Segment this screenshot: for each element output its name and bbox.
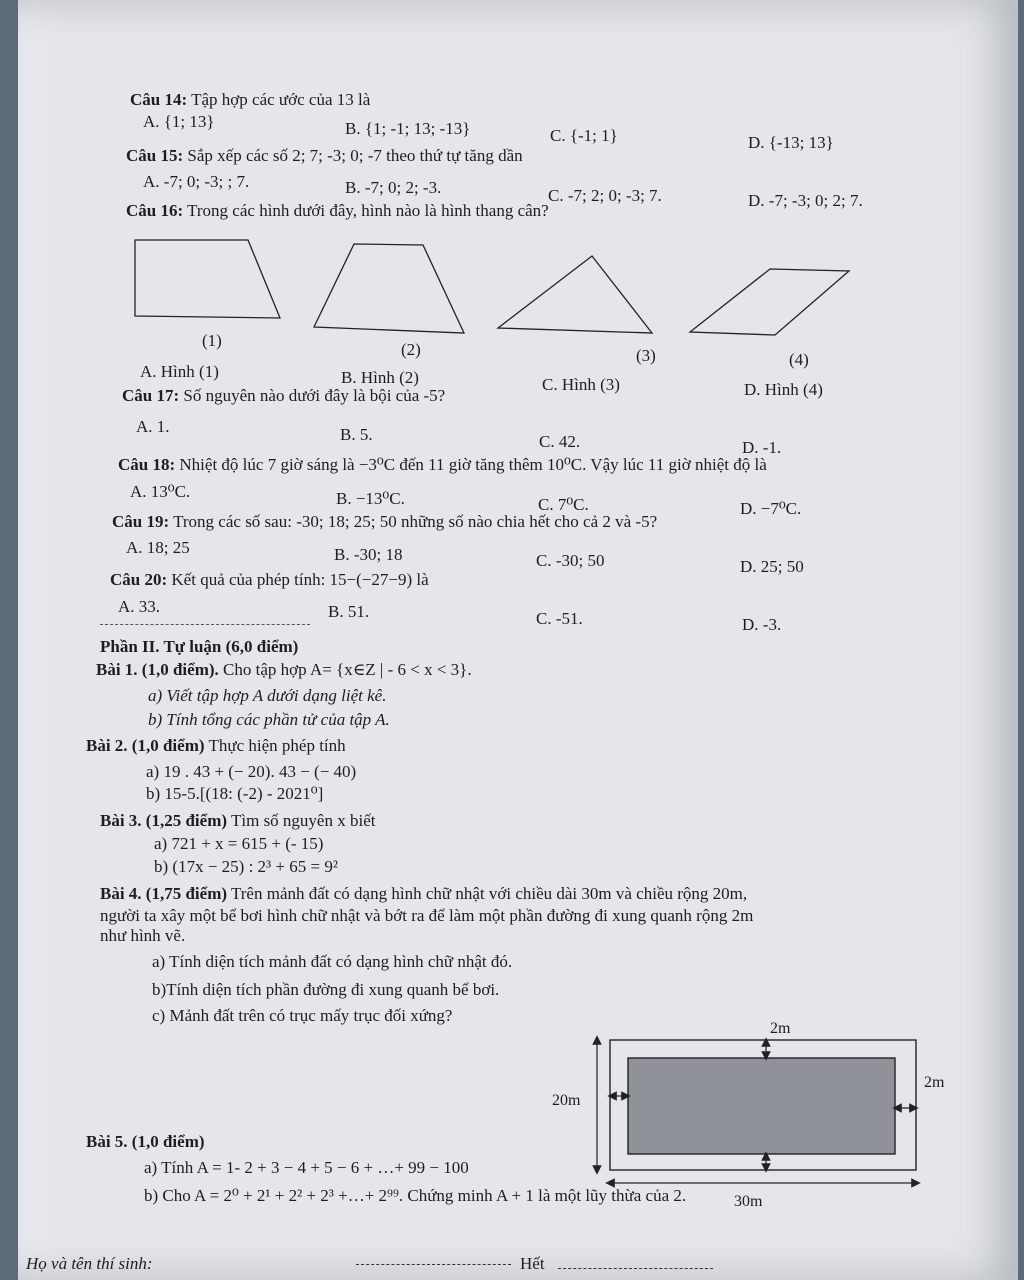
q17-option-c: C. 42. bbox=[539, 432, 581, 451]
part2-title: Phần II. Tự luận (6,0 điểm) bbox=[100, 637, 299, 656]
dim-right-label: 2m bbox=[924, 1074, 945, 1091]
q20-option-d: D. -3. bbox=[742, 615, 782, 634]
q16-option-a: A. Hình (1) bbox=[140, 362, 219, 381]
end-dash-left bbox=[356, 1264, 511, 1265]
bai4-line2: người ta xây một bể bơi hình chữ nhật và bớt ra để làm một phần đường đi xung quanh rộng 2m bbox=[100, 906, 754, 925]
bai3-part-a: a) 721 + x = 615 + (- 15) bbox=[154, 834, 324, 853]
bai5-part-a: a) Tính A = 1- 2 + 3 − 4 + 5 − 6 + …+ 99 − 100 bbox=[144, 1158, 469, 1177]
dim-height-label: 20m bbox=[552, 1092, 581, 1109]
bai4-line3: như hình vẽ. bbox=[100, 926, 186, 945]
q14-option-b: B. {1; -1; 13; -13} bbox=[345, 119, 471, 138]
q15-option-b: B. -7; 0; 2; -3. bbox=[345, 178, 442, 197]
shape-2-label: (2) bbox=[401, 340, 421, 359]
bai5-part-b: b) Cho A = 2⁰ + 2¹ + 2² + 2³ +…+ 2⁹⁹. Chứng minh A + 1 là một lũy thừa của 2. bbox=[144, 1186, 687, 1205]
bai3-statement: Bài 3. (1,25 điểm) Tìm số nguyên x biết bbox=[100, 811, 376, 830]
end-marker: Hết bbox=[520, 1254, 545, 1273]
candidate-name-label: Họ và tên thí sinh: bbox=[26, 1254, 153, 1273]
q18-option-d: D. −7⁰C. bbox=[740, 499, 802, 518]
q20-option-b: B. 51. bbox=[328, 602, 370, 621]
bai4-statement: Bài 4. (1,75 điểm) Trên mảnh đất có dạng hình chữ nhật với chiều dài 30m và chiều rộng 20m, bbox=[100, 884, 748, 903]
bai4-part-b: b)Tính diện tích phần đường đi xung quanh bể bơi. bbox=[152, 980, 500, 999]
question-16: Câu 16: Trong các hình dưới đây, hình nào là hình thang cân? bbox=[126, 201, 549, 220]
bai1-part-b: b) Tính tổng các phần tử của tập A. bbox=[148, 710, 390, 729]
pool-rectangle bbox=[628, 1058, 895, 1154]
exam-paper bbox=[18, 0, 1018, 1280]
q19-option-a: A. 18; 25 bbox=[126, 538, 190, 557]
q15-option-c: C. -7; 2; 0; -3; 7. bbox=[548, 186, 662, 205]
question-15: Câu 15: Sắp xếp các số 2; 7; -3; 0; -7 theo thứ tự tăng dần bbox=[126, 146, 523, 165]
q16-option-d: D. Hình (4) bbox=[744, 380, 823, 399]
q18-option-a: A. 13⁰C. bbox=[130, 482, 191, 501]
q19-option-c: C. -30; 50 bbox=[536, 551, 605, 570]
question-19: Câu 19: Trong các số sau: -30; 18; 25; 50 những số nào chia hết cho cả 2 và -5? bbox=[112, 512, 658, 531]
q17-option-a: A. 1. bbox=[136, 417, 170, 436]
q15-option-d: D. -7; -3; 0; 2; 7. bbox=[748, 191, 863, 210]
end-dash-right bbox=[558, 1268, 713, 1269]
q14-option-a: A. {1; 13} bbox=[143, 112, 215, 131]
bai1-part-a: a) Viết tập hợp A dưới dạng liệt kê. bbox=[148, 686, 387, 705]
bai2-part-b: b) 15-5.[(18: (-2) - 2021⁰] bbox=[146, 784, 324, 803]
question-14: Câu 14: Tập hợp các ước của 13 là bbox=[130, 90, 371, 109]
bai2-statement: Bài 2. (1,0 điểm) Thực hiện phép tính bbox=[86, 736, 346, 755]
bai3-part-b: b) (17x − 25) : 2³ + 65 = 9² bbox=[154, 857, 338, 876]
q16-option-c: C. Hình (3) bbox=[542, 375, 620, 394]
bai5-statement: Bài 5. (1,0 điểm) bbox=[86, 1132, 205, 1151]
question-20: Câu 20: Kết quả của phép tính: 15−(−27−9) là bbox=[110, 570, 429, 589]
q19-option-d: D. 25; 50 bbox=[740, 557, 804, 576]
bai4-part-c: c) Mảnh đất trên có trục mấy trục đối xứng? bbox=[152, 1006, 453, 1025]
bai1-statement: Bài 1. (1,0 điểm). Cho tập hợp A= {x∈Z | - 6 < x < 3}. bbox=[96, 660, 472, 679]
pool-diagram bbox=[18, 0, 1018, 1240]
q14-option-c: C. {-1; 1} bbox=[550, 126, 618, 145]
question-17: Câu 17: Số nguyên nào dưới đây là bội của -5? bbox=[122, 386, 446, 405]
q17-option-b: B. 5. bbox=[340, 425, 373, 444]
q18-option-b: B. −13⁰C. bbox=[336, 489, 405, 508]
dim-top-label: 2m bbox=[770, 1020, 791, 1037]
q20-option-c: C. -51. bbox=[536, 609, 583, 628]
q19-option-b: B. -30; 18 bbox=[334, 545, 403, 564]
q16-option-b: B. Hình (2) bbox=[341, 368, 419, 387]
shape-1-label: (1) bbox=[202, 331, 222, 350]
q17-option-d: D. -1. bbox=[742, 438, 782, 457]
dim-width-label: 30m bbox=[734, 1193, 763, 1210]
q18-option-c: C. 7⁰C. bbox=[538, 495, 589, 514]
q15-option-a: A. -7; 0; -3; ; 7. bbox=[143, 172, 250, 191]
shape-3-label: (3) bbox=[636, 346, 656, 365]
question-18: Câu 18: Nhiệt độ lúc 7 giờ sáng là −3⁰C đến 11 giờ tăng thêm 10⁰C. Vậy lúc 11 giờ nhiệt độ là bbox=[118, 455, 767, 474]
shape-4-label: (4) bbox=[789, 350, 809, 369]
bai4-part-a: a) Tính diện tích mảnh đất có dạng hình chữ nhật đó. bbox=[152, 952, 513, 971]
q14-option-d: D. {-13; 13} bbox=[748, 133, 834, 152]
bai2-part-a: a) 19 . 43 + (− 20). 43 − (− 40) bbox=[146, 762, 357, 781]
q20-option-a: A. 33. bbox=[118, 597, 161, 616]
